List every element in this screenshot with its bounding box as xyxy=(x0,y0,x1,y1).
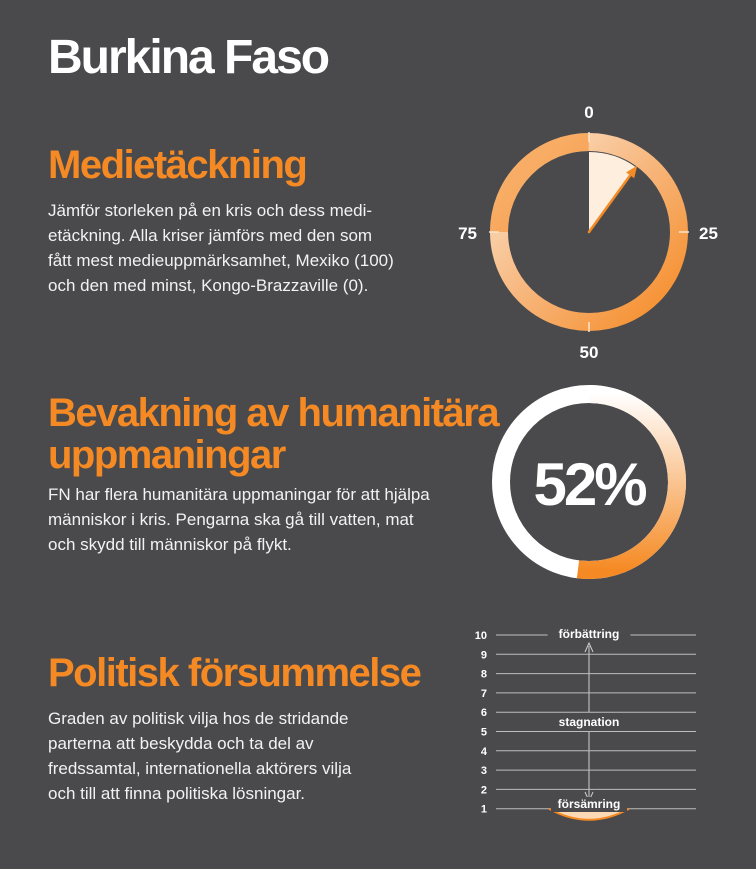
scale-tick-5: 5 xyxy=(480,726,487,739)
text-line: parterna att beskydda och ta del av xyxy=(48,734,314,753)
scale-label-stagnation: stagnation xyxy=(558,715,620,729)
text-line: Jämför storleken på en kris och dess medi- xyxy=(48,201,373,220)
scale-tick-3: 3 xyxy=(480,765,487,778)
text-line: och den med minst, Kongo-Brazzaville (0). xyxy=(48,276,369,295)
scale-tick-4: 4 xyxy=(480,745,487,758)
text-line: fått mest medieuppmärksamhet, Mexiko (100) xyxy=(48,251,394,270)
gauge-label-75: 75 xyxy=(458,224,477,243)
page-title: Burkina Faso xyxy=(48,31,329,84)
gauge-label-0: 0 xyxy=(584,103,594,122)
funding-ring xyxy=(501,394,677,570)
media-gauge xyxy=(458,103,718,362)
heading-line: uppmaningar xyxy=(48,433,285,477)
neglect-scale xyxy=(475,627,696,820)
text-line: och till att finna politiska lösningar. xyxy=(48,784,306,803)
scale-tick-9: 9 xyxy=(480,649,487,662)
text-line: och skydd till människor på flykt. xyxy=(48,535,292,554)
scale-tick-7: 7 xyxy=(480,687,487,700)
text-line: fredssamtal, internationella aktörers vilja xyxy=(48,759,352,778)
scale-label-improvement: förbättring xyxy=(558,627,620,641)
scale-tick-1: 1 xyxy=(480,803,487,816)
scale-tick-8: 8 xyxy=(480,668,487,681)
text-line: FN har flera humanitära uppmaningar för att hjälpa xyxy=(48,485,430,504)
scale-label-deterioration: försämring xyxy=(557,797,621,811)
heading-line: Bevakning av humanitära xyxy=(48,391,499,435)
scale-tick-6: 6 xyxy=(480,707,487,720)
political-neglect-heading: Politisk försummelse xyxy=(48,651,421,695)
gauge-label-50: 50 xyxy=(579,343,599,362)
scale-tick-2: 2 xyxy=(480,784,487,797)
text-line: etäckning. Alla kriser jämförs med den som xyxy=(48,226,373,245)
scale-tick-10: 10 xyxy=(474,630,487,642)
gauge-value-wedge xyxy=(589,152,636,232)
text-line: Graden av politisk vilja hos de stridande xyxy=(48,709,349,728)
funding-percent-label: 52% xyxy=(533,451,645,518)
text-line: människor i kris. Pengarna ska gå till vatten, mat xyxy=(48,510,414,529)
media-coverage-heading: Medietäckning xyxy=(48,143,307,187)
gauge-label-25: 25 xyxy=(699,224,718,243)
